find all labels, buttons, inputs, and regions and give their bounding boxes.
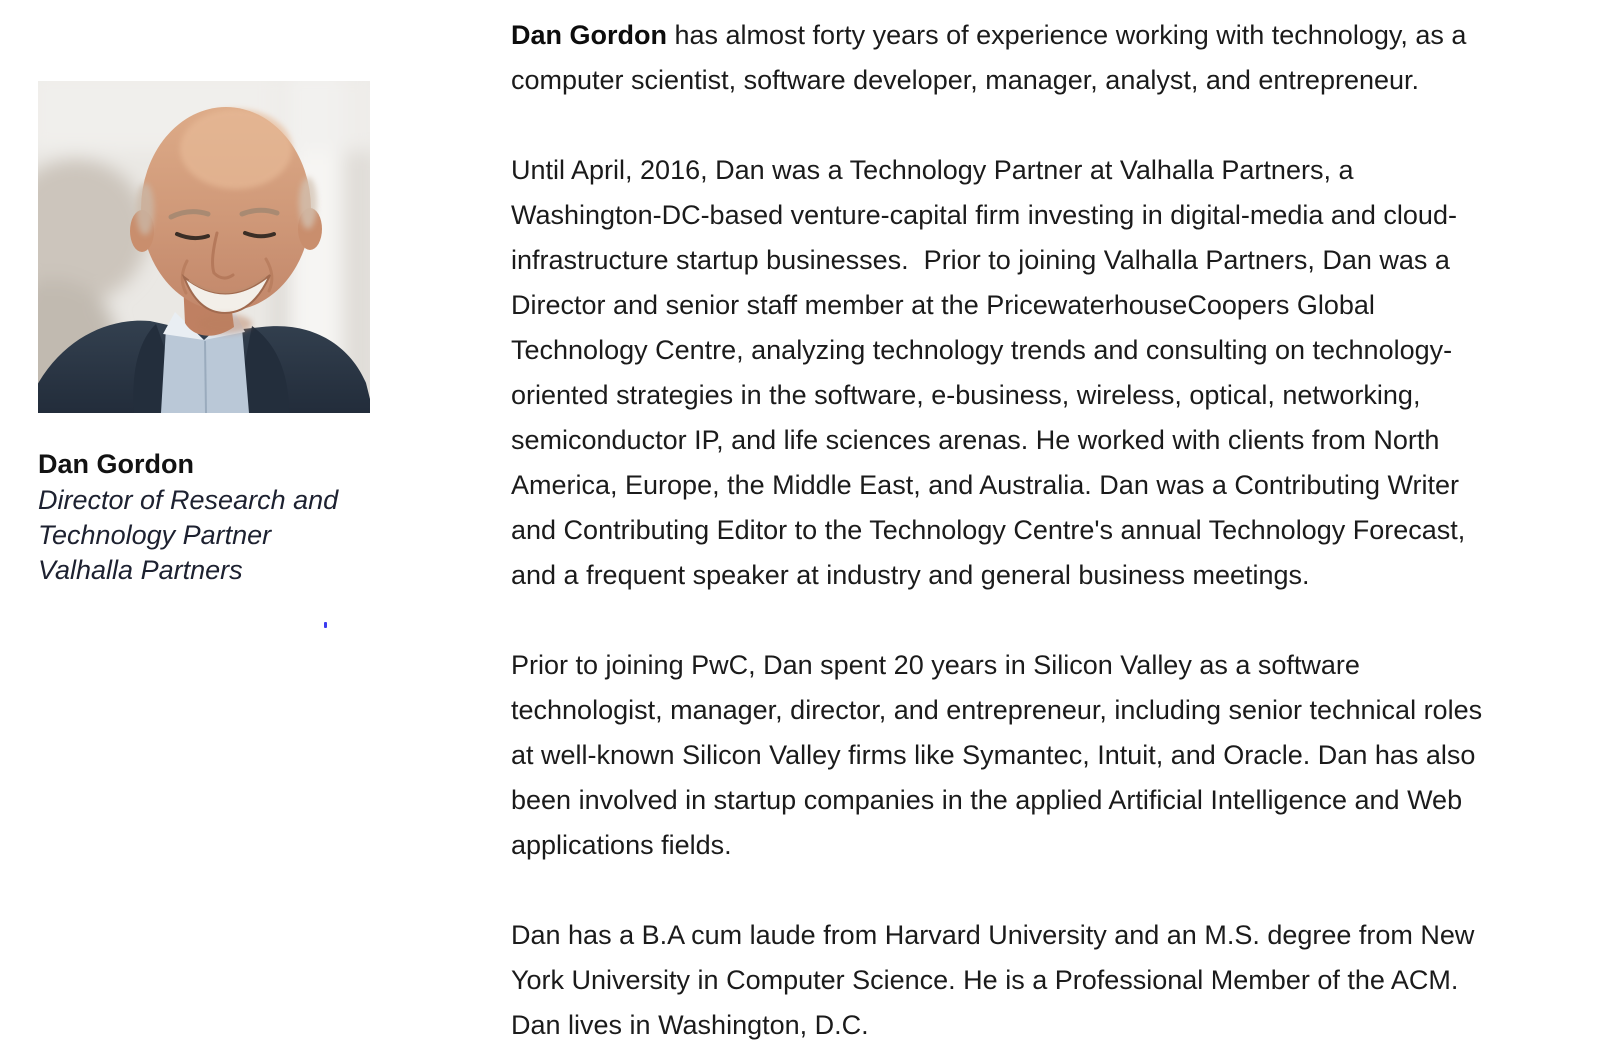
bio-line: technologist, manager, director, and entrepreneur, including senior technical roles [511, 695, 1483, 725]
bio-line: and a frequent speaker at industry and general business meetings. [511, 560, 1310, 590]
bio-line: at well-known Silicon Valley firms like Symantec, Intuit, and Oracle. Dan has also [511, 740, 1476, 770]
bio-line-text: has almost forty years of experience working with technology, as a [667, 20, 1467, 50]
profile-photo [38, 81, 370, 413]
bio-line: York University in Computer Science. He is a Professional Member of the ACM. [511, 965, 1459, 995]
bio-line: Prior to joining PwC, Dan spent 20 years in Silicon Valley as a software [511, 650, 1360, 680]
bio-line: semiconductor IP, and life sciences arenas. He worked with clients from North [511, 425, 1440, 455]
stray-blue-mark [324, 622, 327, 628]
bio-paragraph-valhalla-pwc [511, 148, 1617, 598]
bio-line: computer scientist, software developer, manager, analyst, and entrepreneur. [511, 65, 1420, 95]
bio-text [511, 13, 1617, 1049]
bio-line: infrastructure startup businesses. Prior to joining Valhalla Partners, Dan was a [511, 245, 1450, 275]
bold-name-lead: Dan Gordon [511, 20, 667, 50]
profile-photo-illustration [38, 81, 370, 413]
bio-line: Washington-DC-based venture-capital firm investing in digital-media and cloud- [511, 200, 1457, 230]
bio-paragraph-education [511, 913, 1617, 1048]
bio-paragraph-intro [511, 13, 1617, 103]
bio-line: Dan lives in Washington, D.C. [511, 1010, 869, 1040]
bio-line: been involved in startup companies in the applied Artificial Intelligence and Web [511, 785, 1463, 815]
profile-title-line-1: Director of Research and [38, 485, 339, 515]
profile-name: Dan Gordon [38, 449, 194, 479]
bio-line: Until April, 2016, Dan was a Technology Partner at Valhalla Partners, a [511, 155, 1354, 185]
bio-line: applications fields. [511, 830, 732, 860]
profile-company: Valhalla Partners [38, 555, 243, 585]
bio-line: oriented strategies in the software, e-business, wireless, optical, networking, [511, 380, 1421, 410]
bio-line: Director and senior staff member at the PricewaterhouseCoopers Global [511, 290, 1375, 320]
bio-line [511, 13, 1617, 58]
bio-line: Dan has a B.A cum laude from Harvard University and an M.S. degree from New [511, 920, 1475, 950]
profile-title-line-2: Technology Partner [38, 520, 272, 550]
profile-caption [38, 446, 458, 588]
bio-line: America, Europe, the Middle East, and Australia. Dan was a Contributing Writer [511, 470, 1459, 500]
bio-line: Technology Centre, analyzing technology trends and consulting on technology- [511, 335, 1453, 365]
bio-line: and Contributing Editor to the Technology Centre's annual Technology Forecast, [511, 515, 1466, 545]
bio-paragraph-silicon-valley [511, 643, 1617, 868]
